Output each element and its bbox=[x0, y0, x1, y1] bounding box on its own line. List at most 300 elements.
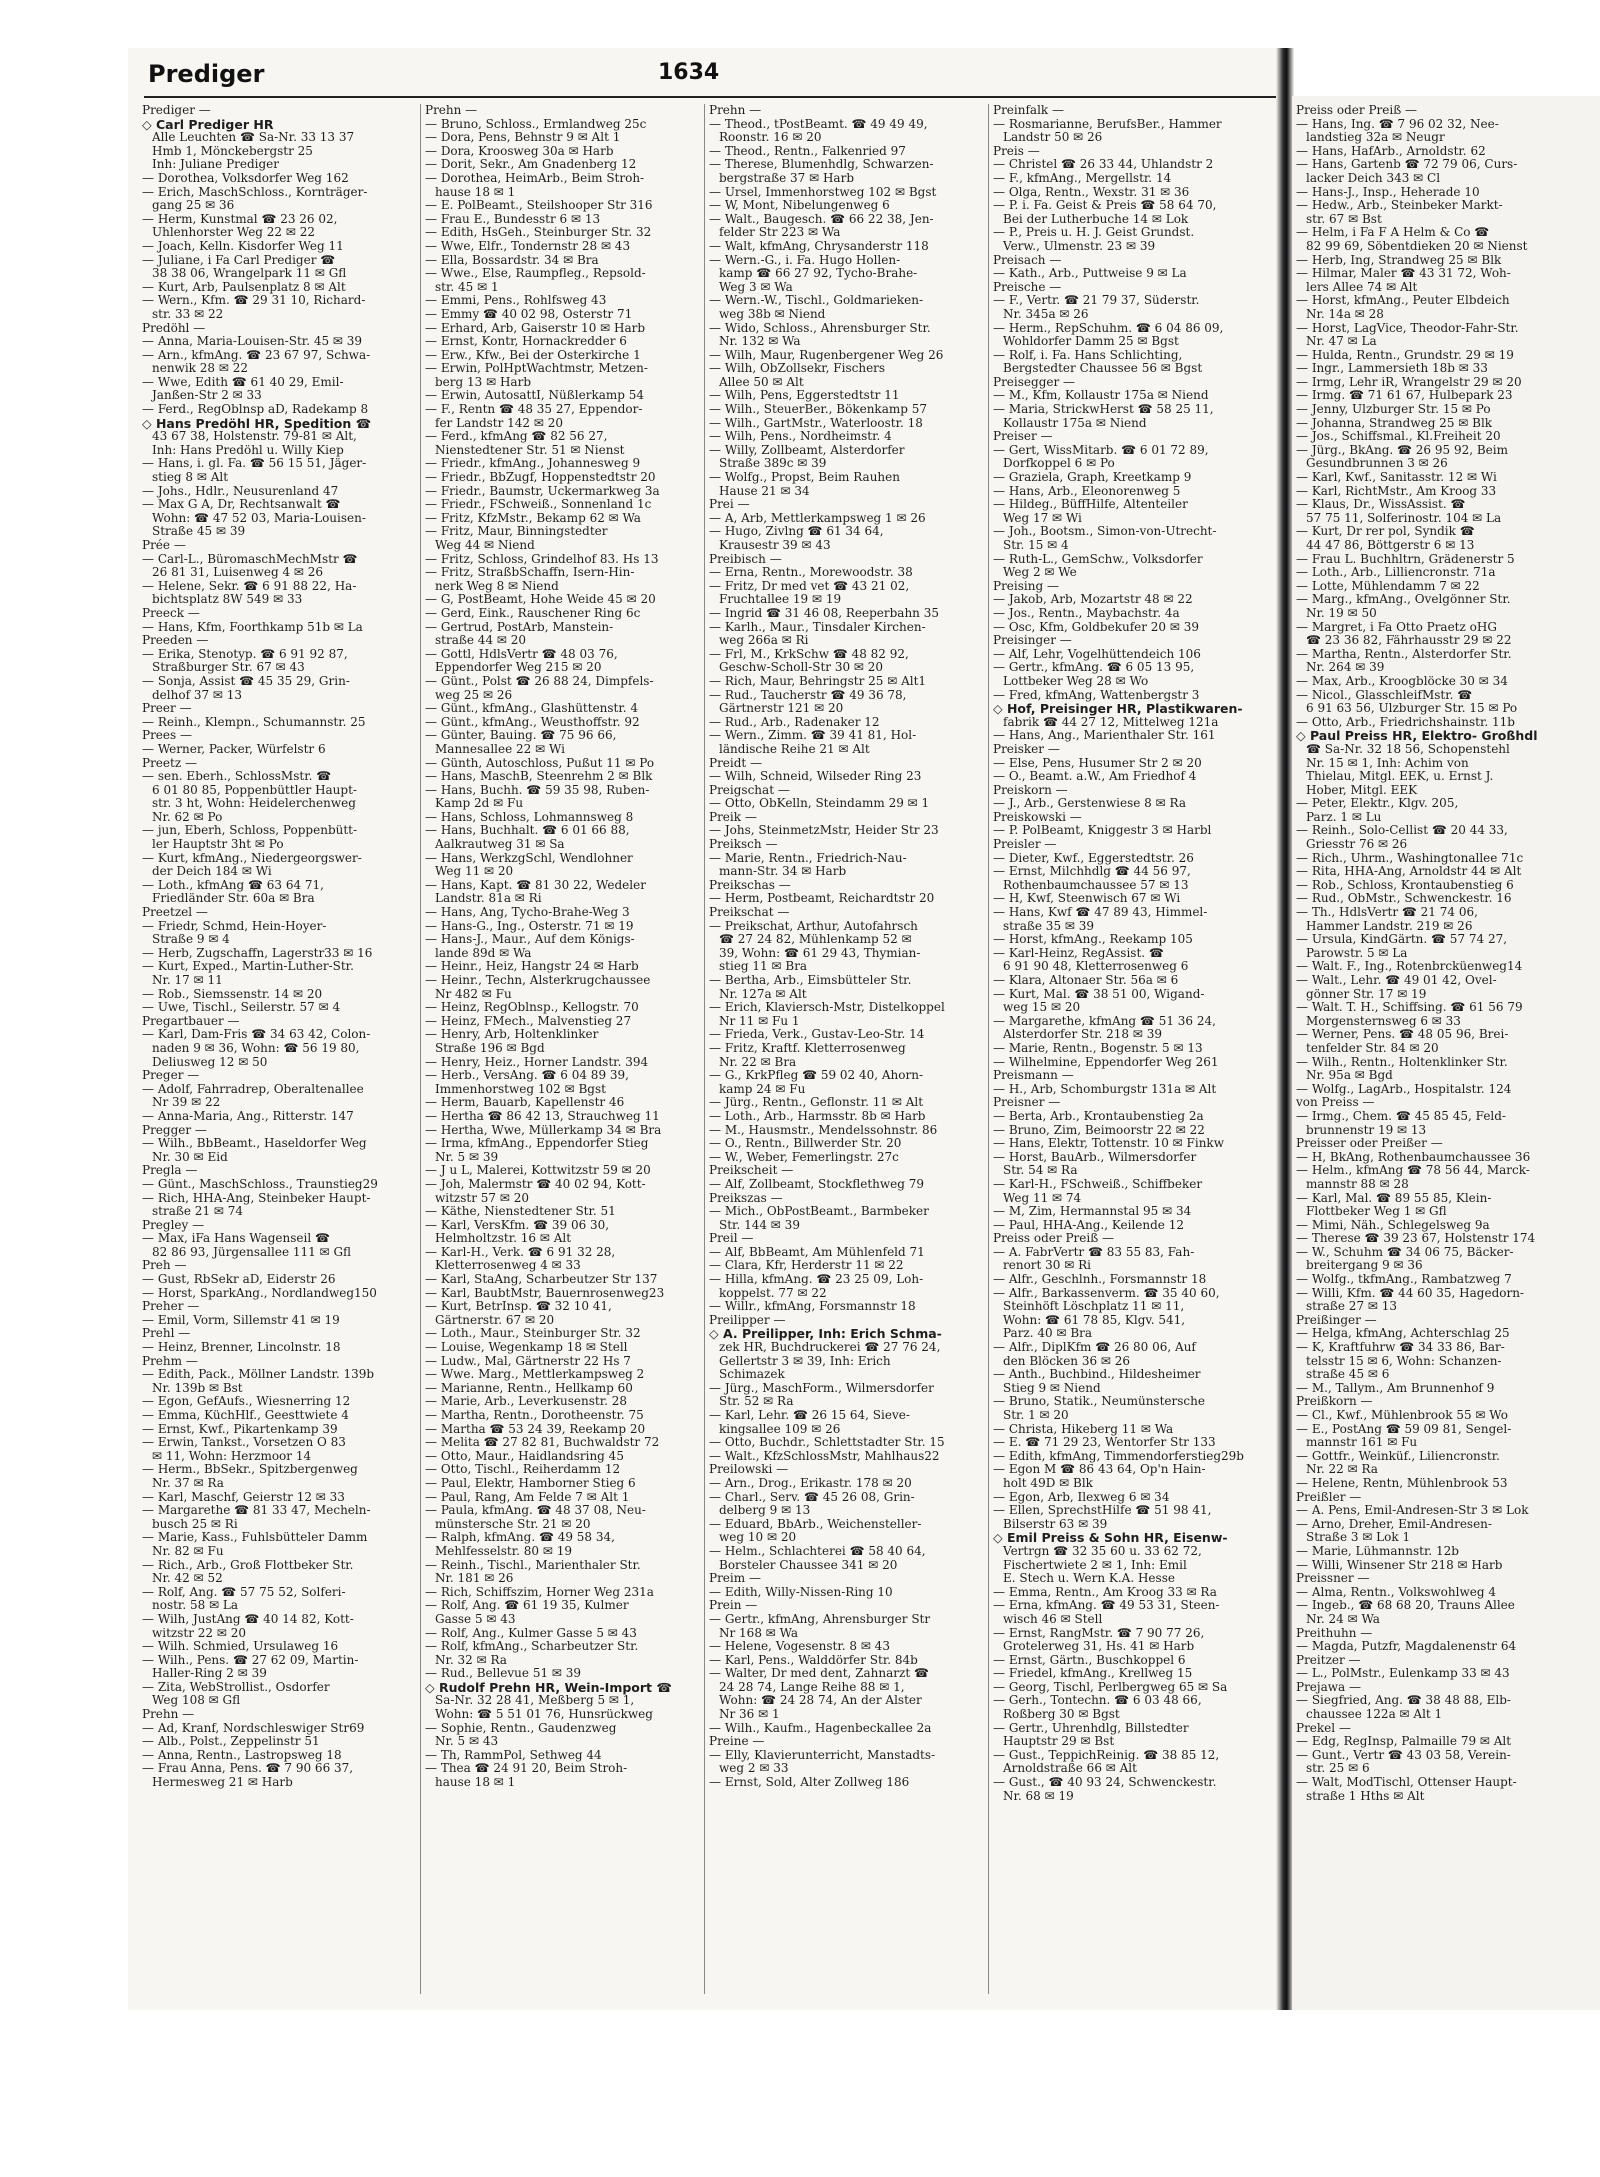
directory-line: — Klara, Altonaer Str. 56a ✉ 6 bbox=[993, 973, 1179, 987]
surname-heading: Preil — bbox=[709, 1231, 754, 1246]
surname-heading: Preiskowski — bbox=[993, 809, 1082, 824]
surname-heading: Preiksch — bbox=[709, 837, 778, 852]
directory-line: — Helene, Sekr. ☎ 6 91 88 22, Ha- bbox=[142, 578, 357, 593]
directory-line: mannstr 161 ✉ Fu bbox=[1306, 1435, 1418, 1450]
directory-line: Kamp 2d ✉ Fu bbox=[435, 796, 524, 811]
directory-line: Nr. 181 ✉ 26 bbox=[435, 1571, 514, 1586]
directory-line: — Walter, Dr med dent, Zahnarzt ☎ bbox=[709, 1666, 929, 1681]
directory-line: ler Hauptstr 3ht ✉ Po bbox=[152, 837, 284, 852]
directory-line: — Klaus, Dr., WissAssist. ☎ bbox=[1296, 497, 1466, 512]
directory-line: — Helm., Schlachterei ☎ 58 40 64, bbox=[709, 1543, 926, 1558]
directory-line: — Loth., kfmAng ☎ 63 64 71, bbox=[142, 877, 324, 892]
directory-line: — G., KrkPfleg ☎ 59 02 40, Ahorn- bbox=[709, 1068, 924, 1083]
directory-line: weg 2 ✉ 33 bbox=[719, 1761, 789, 1776]
directory-line: — Erika, Stenotyp. ☎ 6 91 92 87, bbox=[142, 646, 348, 661]
directory-line: — W., Weber, Femerlingstr. 27c bbox=[709, 1149, 899, 1164]
directory-line: — Hans, Kapt. ☎ 81 30 22, Wedeler bbox=[425, 877, 646, 892]
directory-line: Weg 3 ✉ Wa bbox=[719, 279, 793, 294]
directory-line: — Jenny, Ulzburger Str. 15 ✉ Po bbox=[1296, 402, 1491, 417]
directory-line: — Jürg., BkAng. ☎ 26 95 92, Beim bbox=[1296, 442, 1508, 457]
directory-line: ☎ 27 24 82, Mühlenkamp 52 ✉ bbox=[719, 932, 912, 947]
directory-line: weg 266a ✉ Ri bbox=[719, 633, 809, 648]
directory-line: — Günt., MaschSchloss., Traunstieg29 bbox=[142, 1176, 378, 1191]
directory-line: — Willr., kfmAng, Forsmannstr 18 bbox=[709, 1299, 916, 1314]
directory-line: — Gert, WissMitarb. ☎ 6 01 72 89, bbox=[993, 442, 1209, 457]
surname-heading: Preger — bbox=[142, 1068, 200, 1083]
directory-line: Parz. 40 ✉ Bra bbox=[1003, 1326, 1093, 1341]
directory-line: breitergang 9 ✉ 36 bbox=[1306, 1258, 1423, 1273]
directory-line: — Wilhelmine, Eppendorfer Weg 261 bbox=[993, 1054, 1219, 1069]
directory-line: — Fritz, Dr med vet ☎ 43 21 02, bbox=[709, 578, 910, 593]
directory-line: — Jos., Schiffsmal., Kl.Freiheit 20 bbox=[1296, 429, 1501, 444]
directory-line: Alle Leuchten ☎ Sa-Nr. 33 13 37 bbox=[152, 130, 355, 145]
directory-line: — Fritz, Kraftf. Kletterrosenweg bbox=[709, 1040, 906, 1055]
directory-line: — Edith, Pack., Möllner Landstr. 139b bbox=[142, 1367, 375, 1382]
directory-line: — Paul, Elektr, Hamborner Stieg 6 bbox=[425, 1475, 636, 1490]
directory-line: — Theod., Rentn., Falkenried 97 bbox=[709, 143, 906, 158]
surname-heading: Preine — bbox=[709, 1734, 765, 1749]
directory-line: — H., Arb, Schomburgstr 131a ✉ Alt bbox=[993, 1081, 1217, 1096]
directory-line: — O., Beamt. a.W., Am Friedhof 4 bbox=[993, 769, 1197, 784]
directory-line: — Hulda, Rentn., Grundstr. 29 ✉ 19 bbox=[1296, 347, 1514, 362]
directory-line: — Ruth-L., GemSchw., Volksdorfer bbox=[993, 551, 1203, 566]
directory-line: — Ernst, RangMstr. ☎ 7 90 77 26, bbox=[993, 1625, 1205, 1640]
directory-line: — Walt., KfzSchlossMstr, Mahlhaus22 bbox=[709, 1448, 940, 1463]
firm-entry: ◇ A. Preilipper, Inh: Erich Schma- bbox=[709, 1326, 942, 1342]
directory-line: Nr. 15 ✉ 1, Inh: Achim von bbox=[1306, 755, 1469, 770]
directory-line: tenfelder Str. 84 ✉ 20 bbox=[1306, 1040, 1439, 1055]
surname-heading: Prehm — bbox=[142, 1353, 198, 1368]
surname-heading: Preher — bbox=[142, 1299, 200, 1314]
directory-line: Landstr 50 ✉ 26 bbox=[1003, 130, 1103, 145]
directory-line: — Hildeg., BüffHilfe, Altenteiler bbox=[993, 497, 1188, 512]
directory-line: Wohn: ☎ 5 51 01 76, Hunsrückweg bbox=[435, 1707, 653, 1722]
directory-line: — Helene, Rentn, Mühlenbrook 53 bbox=[1296, 1475, 1508, 1490]
directory-line: — Heinr., Techn, Alsterkrugchaussee bbox=[425, 973, 651, 987]
directory-line: — Fred, kfmAng, Wattenbergstr 3 bbox=[993, 687, 1200, 702]
surname-heading: Prehn — bbox=[709, 104, 762, 117]
directory-line: — Paul, HHA-Ang., Keilende 12 bbox=[993, 1217, 1184, 1232]
directory-line: — Wilh. Schmied, Ursulaweg 16 bbox=[142, 1639, 339, 1654]
directory-line: 57 75 11, Solferinostr. 104 ✉ La bbox=[1306, 510, 1502, 525]
directory-line: kamp 24 ✉ Fu bbox=[719, 1081, 806, 1096]
directory-line: Kletterrosenweg 4 ✉ 33 bbox=[435, 1258, 581, 1273]
directory-line: — Zita, WebStrollist., Osdorfer bbox=[142, 1679, 330, 1694]
directory-line: — Frau Anna, Pens. ☎ 7 90 66 37, bbox=[142, 1761, 354, 1776]
directory-line: Nr. 17 ✉ 11 bbox=[152, 973, 223, 987]
directory-line: Aalkrautweg 31 ✉ Sa bbox=[435, 837, 565, 852]
directory-line: — Kath., Arb., Puttweise 9 ✉ La bbox=[993, 266, 1187, 281]
surname-heading: Preikschat — bbox=[709, 905, 790, 920]
directory-line: — Paula, kfmAng. ☎ 48 37 08, Neu- bbox=[425, 1503, 646, 1518]
directory-line: — M., Kfm, Kollaustr 175a ✉ Niend bbox=[993, 388, 1209, 403]
directory-line: — Arn., kfmAng. ☎ 23 67 97, Schwa- bbox=[142, 347, 371, 362]
directory-line: — Anna-Maria, Ang., Ritterstr. 147 bbox=[142, 1108, 354, 1123]
directory-line: — Rich., Uhrm., Washingtonallee 71c bbox=[1296, 850, 1524, 865]
directory-line: Hober, Mitgl. EEK bbox=[1306, 782, 1418, 797]
directory-line: — Hans, i. gl. Fa. ☎ 56 15 51, Jäger- bbox=[142, 456, 367, 471]
directory-line: — Heinz, Brenner, Lincolnstr. 18 bbox=[142, 1340, 341, 1355]
directory-line: Mannesallee 22 ✉ Wi bbox=[435, 741, 565, 756]
directory-line: Allee 50 ✉ Alt bbox=[719, 374, 804, 389]
directory-line: — A. FabrVertr ☎ 83 55 83, Fah- bbox=[993, 1244, 1195, 1259]
surname-heading: Preetzel — bbox=[142, 905, 208, 920]
directory-line: straße 35 ✉ 39 bbox=[1003, 918, 1095, 933]
directory-line: — Ad, Kranf, Nordschleswiger Str69 bbox=[142, 1720, 365, 1735]
directory-line: Nr 168 ✉ Wa bbox=[719, 1625, 799, 1640]
directory-line: — Karl-Heinz, RegAssist. ☎ bbox=[993, 945, 1164, 960]
directory-line: — W, Mont, Nibelungenweg 6 bbox=[709, 198, 890, 213]
directory-line: — Max, Arb., Kroogblöcke 30 ✉ 34 bbox=[1296, 673, 1508, 688]
directory-line: fer Landstr 142 ✉ 20 bbox=[435, 415, 564, 430]
surname-heading: Preißler — bbox=[1296, 1489, 1362, 1504]
directory-line: — Fritz, Schloss, Grindelhof 83. Hs 13 bbox=[425, 551, 659, 566]
directory-line: — Erich, MaschSchloss., Kornträger- bbox=[142, 184, 368, 199]
directory-line: — H, BkAng, Rothenbaumchaussee 36 bbox=[1296, 1149, 1531, 1164]
directory-line: — P., Preis u. H. J. Geist Grundst. bbox=[993, 225, 1195, 240]
directory-line: — Edith, HsGeh., Steinburger Str. 32 bbox=[425, 225, 652, 240]
directory-line: — Marianne, Rentn., Hellkamp 60 bbox=[425, 1380, 633, 1395]
directory-line: Vertrgn ☎ 32 35 60 u. 33 62 72, bbox=[1003, 1543, 1202, 1558]
directory-line: Wohn: ☎ 47 52 03, Maria-Louisen- bbox=[152, 510, 366, 525]
directory-line: weg 25 ✉ 26 bbox=[435, 687, 513, 702]
firm-entry: ◇ Hans Predöhl HR, Spedition ☎ bbox=[142, 415, 372, 431]
directory-line: — Edith, kfmAng, Timmendorferstieg29b bbox=[993, 1448, 1244, 1463]
directory-line: gang 25 ✉ 36 bbox=[152, 198, 235, 213]
directory-line: der Deich 184 ✉ Wi bbox=[152, 864, 272, 879]
directory-line: ☎ 23 36 82, Fährhausstr 29 ✉ 22 bbox=[1306, 633, 1512, 648]
directory-line: — Gerh., Tontechn. ☎ 6 03 48 66, bbox=[993, 1693, 1202, 1708]
directory-line: — Wilh, Pens, Eggerstedtstr 11 bbox=[709, 388, 900, 403]
directory-line: — Karl-H., FSchweiß., Schiffbeker bbox=[993, 1176, 1203, 1191]
directory-line: — Heinz, FMech., Malvenstieg 27 bbox=[425, 1013, 632, 1028]
directory-line: — Martha ☎ 53 24 39, Reekamp 20 bbox=[425, 1421, 646, 1436]
directory-line: Bergstedter Chaussee 56 ✉ Bgst bbox=[1003, 361, 1203, 376]
surname-heading: Prekel — bbox=[1296, 1720, 1351, 1735]
directory-line: — Preikschat, Arthur, Autofahrsch bbox=[709, 918, 918, 933]
directory-line: — Friedr., BbZugf, Hoppenstedtstr 20 bbox=[425, 470, 656, 485]
directory-line: — Anth., Buchbind., Hildesheimer bbox=[993, 1367, 1201, 1382]
directory-line: — E., PostAng ☎ 59 09 81, Sengel- bbox=[1296, 1421, 1512, 1436]
directory-line: — Hans, HafArb., Arnoldstr. 62 bbox=[1296, 143, 1486, 158]
directory-line: — Dora, Pens, Behnstr 9 ✉ Alt 1 bbox=[425, 130, 621, 145]
surname-heading: Preilipper — bbox=[709, 1312, 786, 1327]
directory-line: — Rud., Bellevue 51 ✉ 39 bbox=[425, 1666, 582, 1681]
directory-line: — Else, Pens, Husumer Str 2 ✉ 20 bbox=[993, 755, 1202, 770]
directory-line: — Willi, Kfm. ☎ 44 60 35, Hagedorn- bbox=[1296, 1285, 1524, 1300]
surname-heading: Prees — bbox=[142, 728, 192, 743]
directory-line: Lottbeker Weg 28 ✉ Wo bbox=[1003, 673, 1149, 688]
directory-line: — Wern., Zimm. ☎ 39 41 81, Hol- bbox=[709, 728, 917, 743]
directory-line: ☎ Sa-Nr. 32 18 56, Schopenstehl bbox=[1306, 741, 1510, 756]
directory-line: Grotelerweg 31, Hs. 41 ✉ Harb bbox=[1003, 1639, 1195, 1654]
directory-line: — Horst, kfmAng., Peuter Elbdeich bbox=[1296, 293, 1510, 308]
surname-heading: Preiss oder Preiß — bbox=[1296, 104, 1418, 117]
directory-line: — Th., HdlsVertr ☎ 21 74 06, bbox=[1296, 905, 1478, 920]
surname-heading: Preitzer — bbox=[1296, 1652, 1361, 1667]
directory-line: hause 18 ✉ 1 bbox=[435, 184, 516, 199]
directory-line: — Johanna, Strandweg 25 ✉ Blk bbox=[1296, 415, 1493, 430]
directory-line: — Wern.-W., Tischl., Goldmarieken- bbox=[709, 293, 924, 308]
surname-heading: Preisser oder Preißer — bbox=[1296, 1136, 1443, 1151]
directory-line: — Walt. T. H., Schiffsing. ☎ 61 56 79 bbox=[1296, 1000, 1523, 1015]
directory-line: Weg 11 ✉ 74 bbox=[1003, 1190, 1082, 1205]
directory-line: Roßberg 30 ✉ Bgst bbox=[1003, 1707, 1120, 1722]
directory-line: — Georg, Tischl, Perlbergweg 65 ✉ Sa bbox=[993, 1679, 1228, 1694]
directory-line: Nr. 127a ✉ Alt bbox=[719, 986, 807, 1001]
directory-line: — Hans, Elektr, Tottenstr. 10 ✉ Finkw bbox=[993, 1136, 1224, 1151]
directory-line: lande 89d ✉ Wa bbox=[435, 945, 532, 960]
directory-line: — Ingrid ☎ 31 46 08, Reeperbahn 35 bbox=[709, 605, 939, 620]
directory-line: — Friedel, kfmAng., Krellweg 15 bbox=[993, 1666, 1193, 1681]
directory-line: Gesundbrunnen 3 ✉ 26 bbox=[1306, 456, 1448, 471]
directory-line: — W., Schuhm ☎ 34 06 75, Bäcker- bbox=[1296, 1244, 1514, 1259]
directory-line: Nr 36 ✉ 1 bbox=[719, 1707, 780, 1722]
directory-line: — Nicol., GlasschleifMstr. ☎ bbox=[1296, 687, 1473, 702]
directory-line: Steinhöft Löschplatz 11 ✉ 11, bbox=[1003, 1299, 1185, 1314]
directory-line: — Ellen, SprechstHilfe ☎ 51 98 41, bbox=[993, 1503, 1212, 1518]
directory-line: — Christa, Hikeberg 11 ✉ Wa bbox=[993, 1421, 1174, 1436]
directory-line: Inh: Juliane Prediger bbox=[152, 157, 280, 172]
directory-line: — Wido, Schloss., Ahrensburger Str. bbox=[709, 320, 931, 335]
directory-line: — Hedw., Arb., Steinbeker Markt- bbox=[1296, 198, 1503, 213]
directory-line: — Herm, Bauarb, Kapellenstr 46 bbox=[425, 1095, 625, 1110]
surname-heading: Preik — bbox=[709, 809, 757, 824]
directory-line: Flottbeker Weg 1 ✉ Gfl bbox=[1306, 1204, 1447, 1219]
directory-line: — Kurt, Dr rer pol, Syndik ☎ bbox=[1296, 524, 1475, 539]
directory-line: str. 67 ✉ Bst bbox=[1306, 211, 1382, 226]
directory-line: — Egon M ☎ 86 43 64, Op'n Hain- bbox=[993, 1462, 1206, 1477]
surname-heading: Preis — bbox=[993, 143, 1040, 158]
directory-line: — Günth, Autoschloss, Pußut 11 ✉ Po bbox=[425, 755, 655, 770]
directory-line: — Otto, Buchdr., Schlettstadter Str. 15 bbox=[709, 1435, 945, 1450]
directory-line: Nr 39 ✉ 22 bbox=[152, 1095, 221, 1110]
surname-heading: Preiss oder Preiß — bbox=[993, 1231, 1115, 1246]
directory-line: — Alfr., Geschlnh., Forsmannstr 18 bbox=[993, 1272, 1207, 1287]
directory-line: — Gust, RbSekr aD, Eiderstr 26 bbox=[142, 1272, 336, 1287]
surname-heading: Preibisch — bbox=[709, 551, 782, 566]
directory-line: — Ingeb., ☎ 68 68 20, Trauns Allee bbox=[1296, 1598, 1515, 1613]
directory-line: — Th, RammPol, Sethweg 44 bbox=[425, 1747, 602, 1762]
directory-line: — Loth., Maur., Steinburger Str. 32 bbox=[425, 1326, 641, 1341]
directory-line: — F., Vertr. ☎ 21 79 37, Süderstr. bbox=[993, 293, 1200, 308]
directory-line: — Jürg., MaschForm., Wilmersdorfer bbox=[709, 1380, 934, 1395]
directory-line: 44 47 86, Böttgerstr 6 ✉ 13 bbox=[1306, 538, 1475, 552]
directory-line: — Käthe, Nienstedtener Str. 51 bbox=[425, 1204, 616, 1219]
directory-line: Nienstedtener Str. 51 ✉ Nienst bbox=[435, 442, 625, 457]
directory-line: — K, Kraftfuhrw ☎ 34 33 86, Bar- bbox=[1296, 1340, 1505, 1355]
directory-line: — Karlh., Maur., Tinsdaler Kirchen- bbox=[709, 619, 926, 634]
directory-line: — Frieda, Verk., Gustav-Leo-Str. 14 bbox=[709, 1027, 925, 1042]
directory-line: — Helm, i Fa F A Helm & Co ☎ bbox=[1296, 225, 1490, 240]
directory-line: — Ernst, Milchhdlg ☎ 44 56 97, bbox=[993, 864, 1191, 879]
directory-line: kingsallee 109 ✉ 26 bbox=[719, 1421, 841, 1436]
directory-line: Fruchtallee 19 ✉ 19 bbox=[719, 592, 842, 607]
directory-line: Nr. 37 ✉ Ra bbox=[152, 1475, 224, 1490]
directory-line: wisch 46 ✉ Stell bbox=[1003, 1611, 1103, 1626]
directory-line: — Wilh., Rentn., Holtenklinker Str. bbox=[1296, 1054, 1508, 1069]
directory-line: — Heinr., Heiz, Hangstr 24 ✉ Harb bbox=[425, 959, 639, 974]
firm-entry: ◇ Emil Preiss & Sohn HR, Eisenw- bbox=[993, 1530, 1228, 1546]
directory-line: Bilserstr 63 ✉ 39 bbox=[1003, 1516, 1108, 1531]
directory-line: — P. PolBeamt, Kniggestr 3 ✉ Harbl bbox=[993, 823, 1212, 838]
directory-line: — Wern.-G., i. Fa. Hugo Hollen- bbox=[709, 252, 901, 267]
directory-line: — O., Rentn., Billwerder Str. 20 bbox=[709, 1136, 902, 1151]
directory-line: — Hans, Kwf ☎ 47 89 43, Himmel- bbox=[993, 905, 1208, 920]
directory-line: — Günt., kfmAng., Weusthoffstr. 92 bbox=[425, 714, 640, 729]
directory-line: — Edith, Willy-Nissen-Ring 10 bbox=[709, 1584, 893, 1599]
directory-line: — Karl, StaAng, Scharbeutzer Str 137 bbox=[425, 1272, 658, 1287]
directory-line: — Friedr., kfmAng., Johannesweg 9 bbox=[425, 456, 641, 471]
surname-heading: Prei — bbox=[709, 497, 750, 512]
directory-line: — Irmg. ☎ 71 61 67, Hulbepark 23 bbox=[1296, 388, 1513, 403]
directory-line: Sa-Nr. 32 28 41, Meßberg 5 ✉ 1, bbox=[435, 1693, 635, 1708]
directory-line: — Erich, Klaviersch-Mstr, Distelkoppel bbox=[709, 1000, 945, 1015]
directory-line: — Gust., ☎ 40 93 24, Schwenckestr. bbox=[993, 1775, 1217, 1790]
directory-line: — Hans-J., Maur., Auf dem Königs- bbox=[425, 932, 635, 947]
directory-line: weg 10 ✉ 20 bbox=[719, 1530, 797, 1545]
directory-line: — Reinh., Solo-Cellist ☎ 20 44 33, bbox=[1296, 823, 1508, 838]
directory-line: — Rud., ObMstr., Schwenckestr. 16 bbox=[1296, 891, 1512, 906]
directory-line: Nr. 22 ✉ Ra bbox=[1306, 1462, 1378, 1477]
directory-line: str. 33 ✉ 22 bbox=[152, 306, 224, 321]
directory-line: Griesstr 76 ✉ 26 bbox=[1306, 837, 1408, 852]
surname-heading: Preithuhn — bbox=[1296, 1625, 1373, 1640]
directory-line: — Walt., Baugesch. ☎ 66 22 38, Jen- bbox=[709, 211, 934, 226]
directory-line: — Henry, Arb, Holtenklinker bbox=[425, 1027, 599, 1042]
surname-heading: Preismann — bbox=[993, 1068, 1074, 1083]
directory-line: Nr. 42 ✉ 52 bbox=[152, 1571, 223, 1586]
surname-heading: Preisegger — bbox=[993, 374, 1076, 389]
directory-line: — Max, iFa Hans Wagenseil ☎ bbox=[142, 1231, 330, 1246]
directory-line: — Alb., Polst., Zeppelinstr 51 bbox=[142, 1734, 320, 1749]
directory-line: Straße 9 ✉ 4 bbox=[152, 932, 230, 947]
directory-line: 26 81 31, Luisenweg 4 ✉ 26 bbox=[152, 565, 324, 580]
directory-line: Schimazek bbox=[719, 1367, 785, 1382]
directory-line: Krausestr 39 ✉ 43 bbox=[719, 538, 831, 552]
directory-line: — Wilh, JustAng ☎ 40 14 82, Kott- bbox=[142, 1611, 354, 1626]
firm-entry: ◇ Paul Preiss HR, Elektro- Großhdl bbox=[1296, 728, 1538, 744]
firm-entry: ◇ Rudolf Prehn HR, Wein-Import ☎ bbox=[425, 1679, 672, 1695]
directory-line: — Loth., Arb., Harmsstr. 8b ✉ Harb bbox=[709, 1108, 926, 1123]
directory-line: — Emmi, Pens., Rohlfsweg 43 bbox=[425, 293, 607, 308]
directory-line: — Werner, Packer, Würfelstr 6 bbox=[142, 741, 326, 756]
firm-entry: ◇ Carl Prediger HR bbox=[142, 116, 274, 132]
directory-line: — Karl-H., Verk. ☎ 6 91 32 28, bbox=[425, 1244, 616, 1259]
directory-line: — Christel ☎ 26 33 44, Uhlandstr 2 bbox=[993, 157, 1214, 172]
directory-line: — M., Tallym., Am Brunnenhof 9 bbox=[1296, 1380, 1495, 1395]
directory-line: straße 27 ✉ 13 bbox=[1306, 1299, 1398, 1314]
directory-line: Nr. 132 ✉ Wa bbox=[719, 334, 801, 349]
surname-heading: Pregley — bbox=[142, 1217, 205, 1232]
directory-line: — Magda, Putzfr, Magdalenenstr 64 bbox=[1296, 1639, 1517, 1654]
directory-line: — Dieter, Kwf., Eggerstedtstr. 26 bbox=[993, 850, 1194, 865]
directory-line: — Kurt, BetrInsp. ☎ 32 10 41, bbox=[425, 1299, 612, 1314]
directory-line: Nr 11 ✉ Fu 1 bbox=[719, 1013, 800, 1028]
directory-line: Nr. 30 ✉ Eid bbox=[152, 1149, 228, 1164]
directory-line: — Günt., Polst ☎ 26 88 24, Dimpfels- bbox=[425, 673, 654, 688]
directory-line: — Helm., kfmAng ☎ 78 56 44, Marck- bbox=[1296, 1163, 1530, 1178]
directory-line: — Rud., Taucherstr ☎ 49 36 78, bbox=[709, 687, 907, 702]
surname-heading: Preisner — bbox=[993, 1095, 1061, 1110]
directory-line: — Marie, Rentn., Bogenstr. 5 ✉ 13 bbox=[993, 1040, 1203, 1055]
directory-line: — Gerd, Eink., Rauschener Ring 6c bbox=[425, 605, 641, 620]
directory-line: — Erwin, Tankst., Vorsetzen O 83 bbox=[142, 1435, 346, 1450]
directory-line: — Margarethe, kfmAng ☎ 51 36 24, bbox=[993, 1013, 1216, 1028]
directory-line: Wohn: ☎ 24 28 74, An der Alster bbox=[719, 1693, 922, 1708]
directory-line: münstersche Str. 21 ✉ 20 bbox=[435, 1516, 591, 1531]
directory-line: berg 13 ✉ Harb bbox=[435, 374, 532, 389]
page-number: 1634 bbox=[658, 60, 720, 85]
directory-line: fabrik ☎ 44 27 12, Mittelweg 121a bbox=[1003, 714, 1219, 729]
directory-line: delhof 37 ✉ 13 bbox=[152, 687, 243, 702]
directory-line: naden 9 ✉ 36, Wohn: ☎ 56 19 80, bbox=[152, 1040, 360, 1055]
directory-line: — Rob., Schloss, Krontaubenstieg 6 bbox=[1296, 877, 1514, 892]
directory-line: — Kurt, Exped., Martin-Luther-Str. bbox=[142, 959, 354, 974]
surname-heading: Preisach — bbox=[993, 252, 1062, 267]
directory-line: — Wilh., Pens. ☎ 27 62 09, Martin- bbox=[142, 1652, 359, 1667]
directory-line: — Frau L. Buchhltrn, Grädenerstr 5 bbox=[1296, 551, 1515, 566]
directory-line: — Erhard, Arb, Gaiserstr 10 ✉ Harb bbox=[425, 320, 646, 335]
surname-heading: Preisinger — bbox=[993, 633, 1072, 648]
directory-line: — Wolfg., Propst, Beim Rauhen bbox=[709, 470, 900, 485]
directory-line: — Henry, Heiz., Horner Landstr. 394 bbox=[425, 1054, 649, 1069]
directory-line: — Kurt, kfmAng., Niedergeorgswer- bbox=[142, 850, 362, 865]
surname-heading: Preeden — bbox=[142, 633, 209, 648]
directory-line: nostr. 58 ✉ La bbox=[152, 1598, 239, 1613]
directory-line: delberg 9 ✉ 13 bbox=[719, 1503, 811, 1518]
directory-line: holt 49D ✉ Blk bbox=[1003, 1475, 1093, 1490]
directory-line: str. 25 ✉ 6 bbox=[1306, 1761, 1370, 1776]
directory-line: — Margret, i Fa Otto Praetz oHG bbox=[1296, 619, 1497, 634]
directory-line: nerk Weg 8 ✉ Niend bbox=[435, 578, 559, 593]
directory-line: — Hans-G., Ing., Osterstr. 71 ✉ 19 bbox=[425, 918, 634, 933]
directory-line: — Bruno, Schloss., Ermlandweg 25c bbox=[425, 116, 647, 131]
directory-line: — Kurt, Mal. ☎ 38 51 00, Wigand- bbox=[993, 986, 1205, 1001]
directory-line: Weg 2 ✉ We bbox=[1003, 565, 1077, 580]
directory-line: — Hilla, kfmAng. ☎ 23 25 09, Loh- bbox=[709, 1272, 924, 1287]
directory-line: — Dorit, Sekr., Am Gnadenberg 12 bbox=[425, 157, 637, 172]
directory-line: — Erna, kfmAng. ☎ 49 53 31, Steen- bbox=[993, 1598, 1220, 1613]
directory-line: stieg 11 ✉ Bra bbox=[719, 959, 808, 974]
directory-line: — Clara, Kfr, Herderstr 11 ✉ 22 bbox=[709, 1258, 904, 1273]
directory-line: — Melita ☎ 27 82 81, Buchwaldstr 72 bbox=[425, 1435, 660, 1450]
directory-line: — Hans, Kfm, Foorthkamp 51b ✉ La bbox=[142, 619, 363, 634]
directory-line: — Jakob, Arb, Mozartstr 48 ✉ 22 bbox=[993, 592, 1193, 607]
directory-line: Nr. 82 ✉ Fu bbox=[152, 1543, 224, 1558]
directory-line: — Loth., Arb., Lilliencronstr. 71a bbox=[1296, 565, 1496, 580]
directory-line: Nr. 19 ✉ 50 bbox=[1306, 605, 1377, 620]
directory-line: — H, Kwf, Steenwisch 67 ✉ Wi bbox=[993, 891, 1181, 906]
directory-line: — Reinh., Klempn., Schumannstr. 25 bbox=[142, 714, 366, 729]
surname-heading: Preh — bbox=[142, 1258, 187, 1273]
surname-heading: Preiser — bbox=[993, 429, 1053, 444]
surname-heading: Prehl — bbox=[142, 1326, 191, 1341]
directory-line: — Anna, Rentn., Lastropsweg 18 bbox=[142, 1747, 342, 1762]
directory-line: — Horst, SparkAng., Nordlandweg150 bbox=[142, 1285, 377, 1300]
directory-line: — Edg, RegInsp, Palmaille 79 ✉ Alt bbox=[1296, 1734, 1512, 1749]
directory-line: Roonstr. 16 ✉ 20 bbox=[719, 130, 822, 145]
directory-line: — M., Hausmstr., Mendelssohnstr. 86 bbox=[709, 1122, 938, 1137]
directory-line: Helmholtzstr. 16 ✉ Alt bbox=[435, 1231, 572, 1246]
directory-line: — Wwe., Else, Raumpfleg., Repsold- bbox=[425, 266, 646, 281]
directory-line: — Hugo, Zivlng ☎ 61 34 64, bbox=[709, 524, 884, 539]
directory-line: — Günt., kfmAng., Glashüttenstr. 4 bbox=[425, 701, 639, 716]
directory-line: — Alf, BbBeamt, Am Mühlenfeld 71 bbox=[709, 1244, 925, 1259]
directory-line: — Ernst, Gärtn., Buschkoppel 6 bbox=[993, 1652, 1186, 1667]
directory-line: — Karl, Kwf., Sanitasstr. 12 ✉ Wi bbox=[1296, 470, 1497, 485]
directory-line: — Martha, Rentn., Dorotheenstr. 75 bbox=[425, 1408, 644, 1422]
